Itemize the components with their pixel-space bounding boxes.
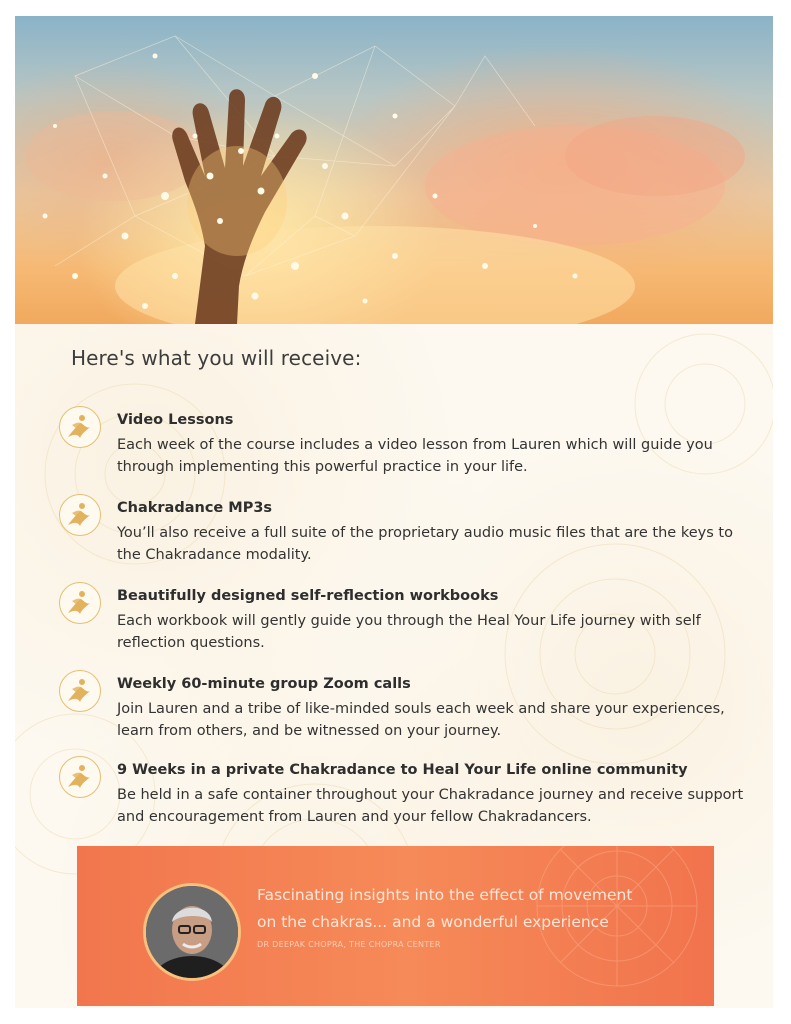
testimonial-banner [77, 846, 714, 1006]
benefit-title: Chakradance MP3s [117, 500, 273, 516]
quote-line: Fascinating insights into the effect of movement [257, 886, 633, 904]
benefit-description: You’ll also receive a full suite of the proprietary audio music files that are the keys to the Chakradance modality. [117, 525, 733, 563]
benefit-title: Beautifully designed self-reflection workbooks [117, 588, 499, 604]
testimonial-attribution: DR DEEPAK CHOPRA, THE CHOPRA CENTER [257, 940, 441, 949]
hero-image [15, 16, 773, 324]
dancer-icon [59, 582, 101, 624]
avatar [143, 883, 241, 981]
benefit-description: Join Lauren and a tribe of like-minded souls each week and share your experiences, learn from others, and be witnessed on your journey. [117, 701, 725, 739]
section-heading: Here's what you will receive: [71, 346, 362, 370]
benefit-title: Video Lessons [117, 412, 234, 428]
quote-line: on the chakras... and a wonderful experience [257, 913, 609, 931]
benefit-item-mp3s [59, 494, 749, 570]
benefit-description: Be held in a safe container throughout your Chakradance journey and receive support and encouragement from Lauren and your fellow Chakradancers. [117, 787, 744, 825]
benefit-title: 9 Weeks in a private Chakradance to Heal Your Life online community [117, 762, 688, 778]
benefit-title: Weekly 60-minute group Zoom calls [117, 676, 411, 692]
benefit-description: Each week of the course includes a video lesson from Lauren which will guide you through implementing this powerful practice in your life. [117, 437, 713, 475]
benefit-description: Each workbook will gently guide you through the Heal Your Life journey with self reflection questions. [117, 613, 701, 651]
benefit-item-zoom-calls [59, 670, 749, 746]
dancer-icon [59, 406, 101, 448]
benefit-item-video-lessons [59, 406, 749, 482]
dancer-icon [59, 756, 101, 798]
benefit-item-community [59, 756, 749, 832]
dancer-icon [59, 494, 101, 536]
testimonial-quote [257, 882, 632, 936]
benefit-item-workbooks [59, 582, 749, 658]
dancer-icon [59, 670, 101, 712]
hero-illustration [15, 16, 773, 324]
